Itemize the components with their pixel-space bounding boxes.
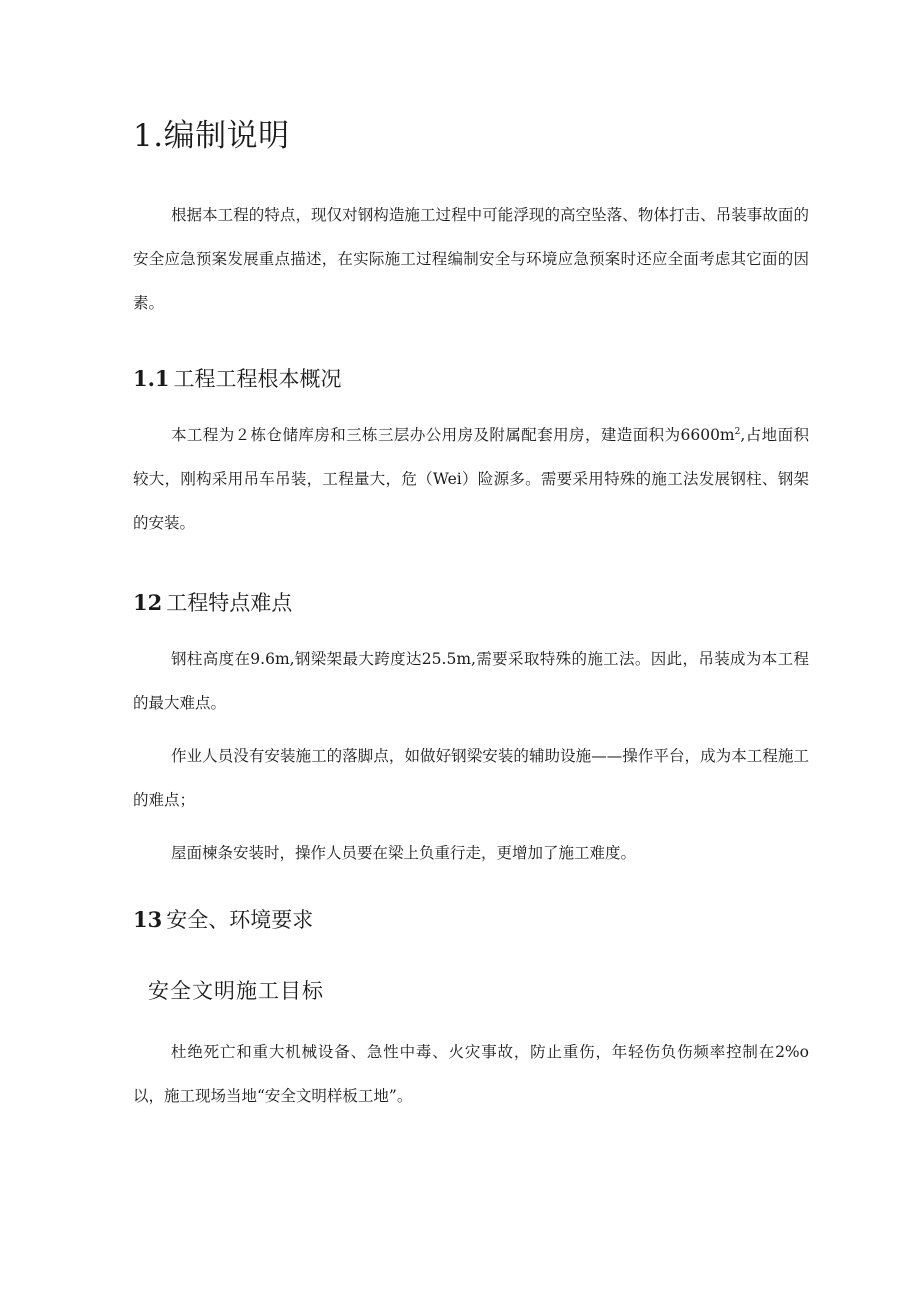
section-1-1-paragraph: [133, 413, 809, 545]
section-1-3-paragraph: 杜绝死亡和重大机械设备、急性中毒、火灾事故，防止重伤，年轻伤负伤频率控制在2%o以，施工现场当地“安全文明样板工地”。: [133, 1043, 809, 1105]
section-number: 12: [133, 590, 163, 615]
section-title: 工程特点难点: [166, 591, 293, 615]
superscript: 2: [734, 426, 741, 437]
page-title: 1.编制说明: [133, 118, 290, 154]
section-1-2-heading: [133, 588, 292, 618]
section-title: 安全、环境要求: [166, 908, 314, 932]
section-1-2-paragraph-2: 作业人员没有安装施工的落脚点，如做好钢梁安装的辅助设施——操作平台，成为本工程施工的难点；: [133, 747, 809, 809]
paragraph-text-b: ,占地面积较大，刚构采用吊车吊装，工程量大，危（Wei）险源多。需要采用特殊的施工法发展钢柱、钢架的安装。: [133, 426, 809, 532]
section-1-2-paragraph-1: 钢柱高度在9.6m,钢梁架最大跨度达25.5m,需要采取特殊的施工法。因此，吊装成为本工程的最大难点。: [133, 650, 809, 712]
section-1-2-paragraph-3: 屋面楝条安装时，操作人员要在梁上负重行走，更增加了施工难度。: [171, 844, 637, 862]
section-1-3-heading: [133, 905, 313, 935]
subsection-heading: 安全文明施工目标: [148, 979, 324, 1003]
section-number: 13: [133, 907, 163, 932]
paragraph-text-a: 本工程为２栋仓储库房和三栋三层办公用房及附属配套用房，建造面积为6600m: [171, 426, 735, 444]
section-number: 1.1: [133, 366, 170, 391]
intro-paragraph: 根据本工程的特点，现仅对钢构造施工过程中可能浮现的高空坠落、物体打击、吊装事故面的安全应急预案发展重点描述，在实际施工过程编制安全与环境应急预案时还应全面考虑其它面的因素。: [133, 206, 809, 312]
section-1-1-heading: [133, 364, 342, 394]
section-title: 工程工程根本概况: [173, 367, 342, 391]
